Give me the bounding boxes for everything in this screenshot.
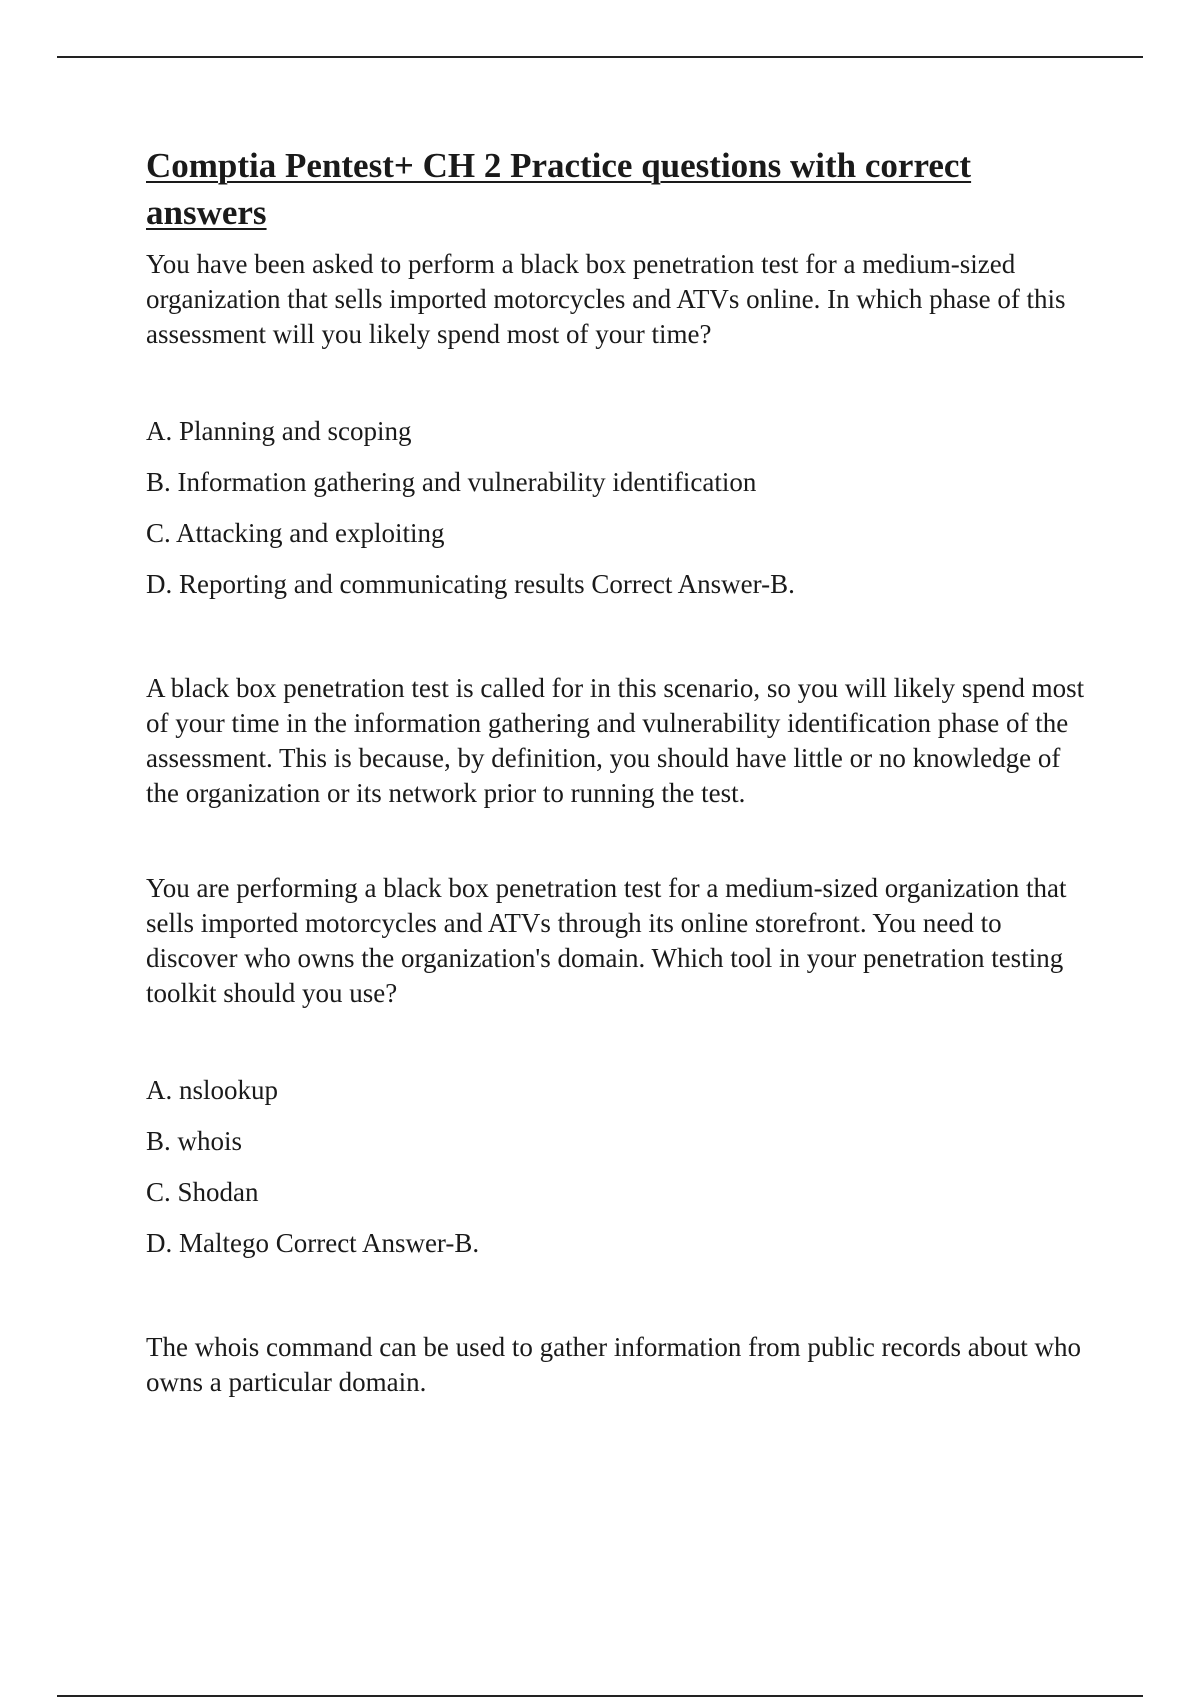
answer-choice-b: B. Information gathering and vulnerability identification (146, 467, 757, 497)
answer-choices (146, 1073, 1096, 1277)
answer-explanation: A black box penetration test is called for in this scenario, so you will likely spend most of your time in the information gathering and vulnerability identification phase of the assessment. This is because, by definition, you should have little or no knowledge of the organization or its network prior to running the test. (146, 673, 1085, 808)
answer-explanation: The whois command can be used to gather information from public records about who owns a particular domain. (146, 1332, 1081, 1397)
question-block-1 (146, 247, 1096, 811)
answer-choice-c: C. Shodan (146, 1177, 259, 1207)
answer-choice-a: A. nslookup (146, 1075, 279, 1105)
header-rule (57, 56, 1143, 58)
answer-choices (146, 414, 1096, 618)
question-text: You are performing a black box penetration test for a medium-sized organization that sells imported motorcycles and ATVs through its online storefront. You need to discover who owns the organization's domain. Which tool in your penetration testing toolkit should you use? (146, 873, 1067, 1008)
document-body (146, 142, 1096, 1400)
answer-choice-c: C. Attacking and exploiting (146, 518, 445, 548)
answer-choice-d: D. Maltego Correct Answer-B. (146, 1228, 480, 1258)
document-title: Comptia Pentest+ CH 2 Practice questions with correct answers (146, 146, 972, 232)
question-block-2 (146, 871, 1096, 1400)
answer-choice-b: B. whois (146, 1126, 243, 1156)
answer-choice-d: D. Reporting and communicating results Correct Answer-B. (146, 569, 795, 599)
question-text: You have been asked to perform a black box penetration test for a medium-sized organization that sells imported motorcycles and ATVs online. In which phase of this assessment will you likely spend most of your time? (146, 249, 1066, 349)
answer-choice-a: A. Planning and scoping (146, 416, 412, 446)
footer-rule (57, 1695, 1143, 1697)
